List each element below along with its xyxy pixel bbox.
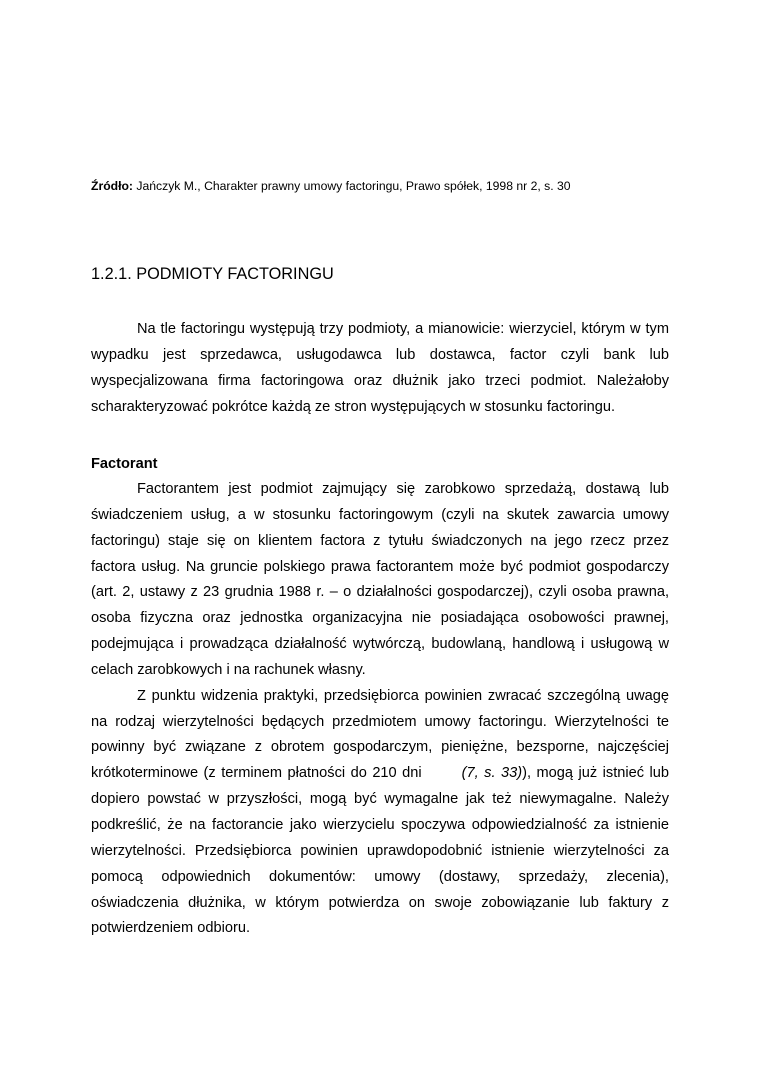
factorant-subheading: Factorant bbox=[91, 456, 158, 472]
practice-paragraph bbox=[91, 684, 669, 942]
intro-paragraph-block bbox=[91, 317, 669, 420]
section-heading: 1.2.1. PODMIOTY FACTORINGU bbox=[91, 265, 334, 283]
source-label: Źródło: bbox=[91, 179, 133, 193]
citation-reference: (7, s. 33) bbox=[461, 765, 523, 782]
factorant-section-body bbox=[91, 477, 669, 942]
practice-paragraph-continuation: ), mogą już istnieć lub dopiero powstać w przyszłości, mogą być wymagalne jak też niewymagalne. Należy podkreślić, że na factorancie jako wierzycielu spoczywa odpowiedzialność za istnienie wierzytelności. Przedsiębiorca powinien uprawdopodobnić istnienie wierzytelności za pomocą odpowiednich dokumentów: umowy (dostawy, sprzedaży, zlecenia), oświadczenia dłużnika, w którym potwierdza on swoje zobowiązanie lub faktury z potwierdzeniem odbioru. bbox=[91, 765, 669, 937]
source-citation bbox=[91, 179, 691, 194]
source-text: Jańczyk M., Charakter prawny umowy factoringu, Prawo spółek, 1998 nr 2, s. 30 bbox=[132, 179, 571, 193]
intro-paragraph: Na tle factoringu występują trzy podmioty, a mianowicie: wierzyciel, którym w tym wypadku jest sprzedawca, usługodawca lub dostawca, factor czyli bank lub wyspecjalizowana firma factoringowa oraz dłużnik jako trzeci podmiot. Należałoby scharakteryzować pokrótce każdą ze stron występujących w stosunku factoringu. bbox=[91, 321, 669, 415]
factorant-paragraph: Factorantem jest podmiot zajmujący się zarobkowo sprzedażą, dostawą lub świadczeniem usług, a w stosunku factoringowym (czyli na skutek zawarcia umowy factoringu) staje się on klientem factora z tytułu świadczonych na jego rzecz przez factora usług. Na gruncie polskiego prawa factorantem może być podmiot gospodarczy (art. 2, ustawy z 23 grudnia 1988 r. – o działalności gospodarczej), czyli osoba prawna, osoba fizyczna oraz jednostka organizacyjna nie posiadająca osobowości prawnej, podejmująca i prowadząca działalność wytwórczą, budowlaną, handlową i usługową w celach zarobkowych i na rachunek własny. bbox=[91, 481, 669, 678]
practice-paragraph-text: Z punktu widzenia praktyki, przedsiębiorca powinien zwracać szczególną uwagę na rodzaj wierzytelności będących przedmiotem umowy factoringu. Wierzytelności te powinny być związane z obrotem gospodarczym, pieniężne, bezsporne, najczęściej krótkoterminowe (z terminem płatności do 210 dni bbox=[91, 687, 669, 782]
